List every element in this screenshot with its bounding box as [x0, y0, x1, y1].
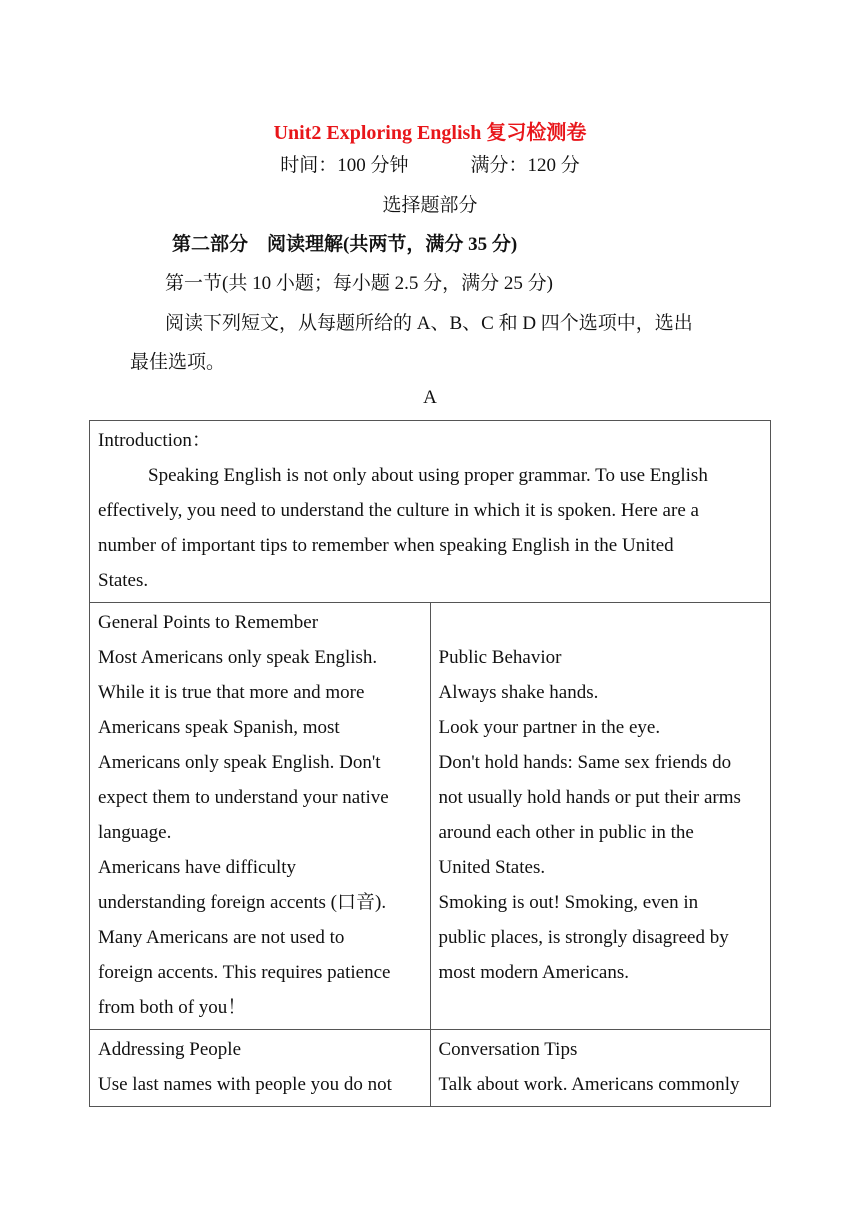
- general-points-line: Americans speak Spanish, most: [98, 717, 340, 738]
- public-behavior-line: public places, is strongly disagreed by: [438, 927, 729, 948]
- public-behavior-line: Always shake hands.: [438, 682, 599, 703]
- addressing-people-cell: [90, 1030, 431, 1107]
- public-behavior-line: not usually hold hands or put their arms: [438, 787, 741, 808]
- addressing-people-line: Use last names with people you do not: [98, 1074, 392, 1095]
- conversation-tips-line: Talk about work. Americans commonly: [438, 1074, 740, 1095]
- general-points-line: Americans only speak English. Don't: [98, 752, 381, 773]
- general-points-line: from both of you！: [98, 997, 247, 1018]
- exam-meta: [0, 150, 860, 177]
- subsection-title: 第一节(共 10 小题；每小题 2.5 分，满分 25 分): [165, 273, 553, 294]
- intro-row: [90, 421, 771, 603]
- general-points-heading: General Points to Remember: [98, 612, 319, 633]
- general-points-line: foreign accents. This requires patience: [98, 962, 391, 983]
- passage-letter: A: [423, 387, 437, 408]
- intro-line: number of important tips to remember when speaking English in the United: [98, 535, 674, 556]
- intro-cell: [90, 421, 771, 603]
- public-behavior-heading: Public Behavior: [438, 647, 562, 668]
- instructions-line-2: 最佳选项。: [130, 352, 226, 373]
- instructions-line-1: 阅读下列短文，从每题所给的 A、B、C 和 D 四个选项中，选出: [165, 313, 693, 334]
- intro-label: Introduction：: [98, 430, 211, 451]
- part-title: 第二部分 阅读理解(共两节，满分 35 分): [172, 234, 518, 255]
- public-behavior-line: Don't hold hands: Same sex friends do: [438, 752, 732, 773]
- general-points-line: Most Americans only speak English.: [98, 647, 378, 668]
- public-behavior-line: most modern Americans.: [438, 962, 629, 983]
- general-points-line: Many Americans are not used to: [98, 927, 345, 948]
- intro-line: effectively, you need to understand the culture in which it is spoken. Here are a: [98, 500, 699, 521]
- time-limit: 时间：100 分钟: [280, 155, 409, 176]
- public-behavior-line: Smoking is out! Smoking, even in: [438, 892, 699, 913]
- passage-table: [89, 420, 771, 1107]
- general-points-line: While it is true that more and more: [98, 682, 365, 703]
- general-points-cell: [90, 603, 431, 1030]
- public-behavior-line: around each other in public in the: [438, 822, 694, 843]
- public-behavior-cell: [430, 603, 771, 1030]
- section-label: 选择题部分: [382, 195, 478, 216]
- general-points-line: understanding foreign accents (口音).: [98, 892, 387, 913]
- intro-line: States.: [98, 570, 149, 591]
- addressing-people-heading: Addressing People: [98, 1039, 242, 1060]
- general-points-line: expect them to understand your native: [98, 787, 389, 808]
- public-behavior-line: United States.: [438, 857, 546, 878]
- document-title: Unit2 Exploring English 复习检测卷: [273, 122, 587, 144]
- general-points-line: Americans have difficulty: [98, 857, 297, 878]
- intro-line: Speaking English is not only about using proper grammar. To use English: [148, 465, 708, 486]
- general-points-line: language.: [98, 822, 172, 843]
- addressing-row: [90, 1030, 771, 1107]
- public-behavior-line: Look your partner in the eye.: [438, 717, 661, 738]
- conversation-tips-heading: Conversation Tips: [438, 1039, 578, 1060]
- intro-text: [98, 458, 762, 598]
- tips-row: [90, 603, 771, 1030]
- conversation-tips-cell: [430, 1030, 771, 1107]
- full-score: 满分：120 分: [470, 155, 580, 176]
